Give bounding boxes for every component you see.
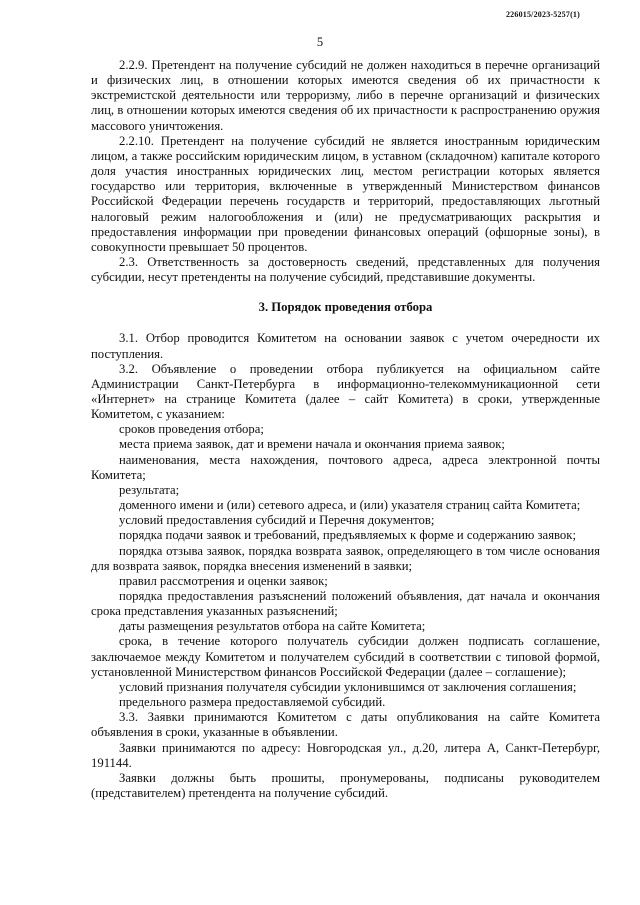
list-item: срока, в течение которого получатель субсидии должен подписать соглашение, заключаемое между Комитетом и получателем субсидий в соответствии с типовой формой, установленной Министерством финансов Российской Федерации (далее – соглашение); — [91, 634, 600, 679]
paragraph-2-2-9: 2.2.9. Претендент на получение субсидий не должен находиться в перечне организаций и физических лиц, в отношении которых имеются сведения об их причастности к экстремистской деятельности или терроризму, либо в перечне организаций и физических лиц, в отношении которых имеются сведения об их причастности к распространению оружия массового уничтожения. — [91, 58, 600, 133]
page-number: 5 — [316, 35, 324, 49]
list-item: сроков проведения отбора; — [119, 422, 264, 437]
section-title: 3. Порядок проведения отбора — [258, 300, 433, 315]
list-item: результата; — [119, 482, 180, 497]
paragraph-3-2: 3.2. Объявление о проведении отбора публикуется на официальном сайте Администрации Санкт-Петербурга в информационно-телекоммуникационной сети «Интернет» на странице Комитета (далее – сайт Комитета) в сроки, утвержденные Комитетом, с указанием: — [91, 361, 600, 422]
list-item: правил рассмотрения и оценки заявок; — [119, 573, 328, 588]
paragraph-2-3: 2.3. Ответственность за достоверность сведений, представленных для получения субсидии, несут претенденты на получение субсидий, представившие документы. — [91, 255, 600, 285]
paragraph-2-2-10: 2.2.10. Претендент на получение субсидий не является иностранным юридическим лицом, а также российским юридическим лицом, в уставном (складочном) капитале которого доля участия иностранных юридических лиц, местом регистрации которых является государство или территория, включенные в утвержденный Министерством финансов Российской Федерации перечень государств и территорий, предоставляющих льготный налоговый режим налогообложения и (или) не предусматривающих раскрытия и предоставления информации при проведении финансовых операций (офшорные зоны), в совокупности превышает 50 процентов. — [91, 133, 600, 254]
list-item: порядка отзыва заявок, порядка возврата заявок, определяющего в том числе основания для возврата заявок, порядка внесения изменений в заявки; — [91, 543, 600, 573]
list-item: доменного имени и (или) сетевого адреса, и (или) указателя страниц сайта Комитета; — [119, 498, 581, 513]
document-number: 226015/2023-5257(1) — [505, 10, 580, 19]
list-item: наименования, места нахождения, почтового адреса, адреса электронной почты Комитета; — [91, 452, 600, 482]
list-item: даты размещения результатов отбора на сайте Комитета; — [119, 619, 426, 634]
paragraph-address: Заявки принимаются по адресу: Новгородская ул., д.20, литера А, Санкт-Петербург, 191144. — [91, 740, 600, 770]
paragraph-requirements: Заявки должны быть прошиты, пронумерованы, подписаны руководителем (представителем) претендента на получение субсидий. — [91, 770, 600, 801]
list-item: условий признания получателя субсидии уклонившимся от заключения соглашения; — [119, 679, 577, 694]
list-item: условий предоставления субсидий и Перечня документов; — [119, 513, 435, 528]
document-body — [91, 58, 600, 801]
list-item: предельного размера предоставляемой субсидий. — [119, 695, 386, 710]
paragraph-3-1: 3.1. Отбор проводится Комитетом на основании заявок с учетом очередности их поступления. — [91, 331, 600, 361]
paragraph-3-3: 3.3. Заявки принимаются Комитетом с даты опубликования на сайте Комитета объявления в сроки, указанные в объявлении. — [91, 710, 600, 740]
list-item: порядка предоставления разъяснений положений объявления, дат начала и окончания срока представления указанных разъяснений; — [91, 589, 600, 619]
list-item: места приема заявок, дат и времени начала и окончания приема заявок; — [119, 437, 505, 452]
list-item: порядка подачи заявок и требований, предъявляемых к форме и содержанию заявок; — [119, 528, 576, 543]
